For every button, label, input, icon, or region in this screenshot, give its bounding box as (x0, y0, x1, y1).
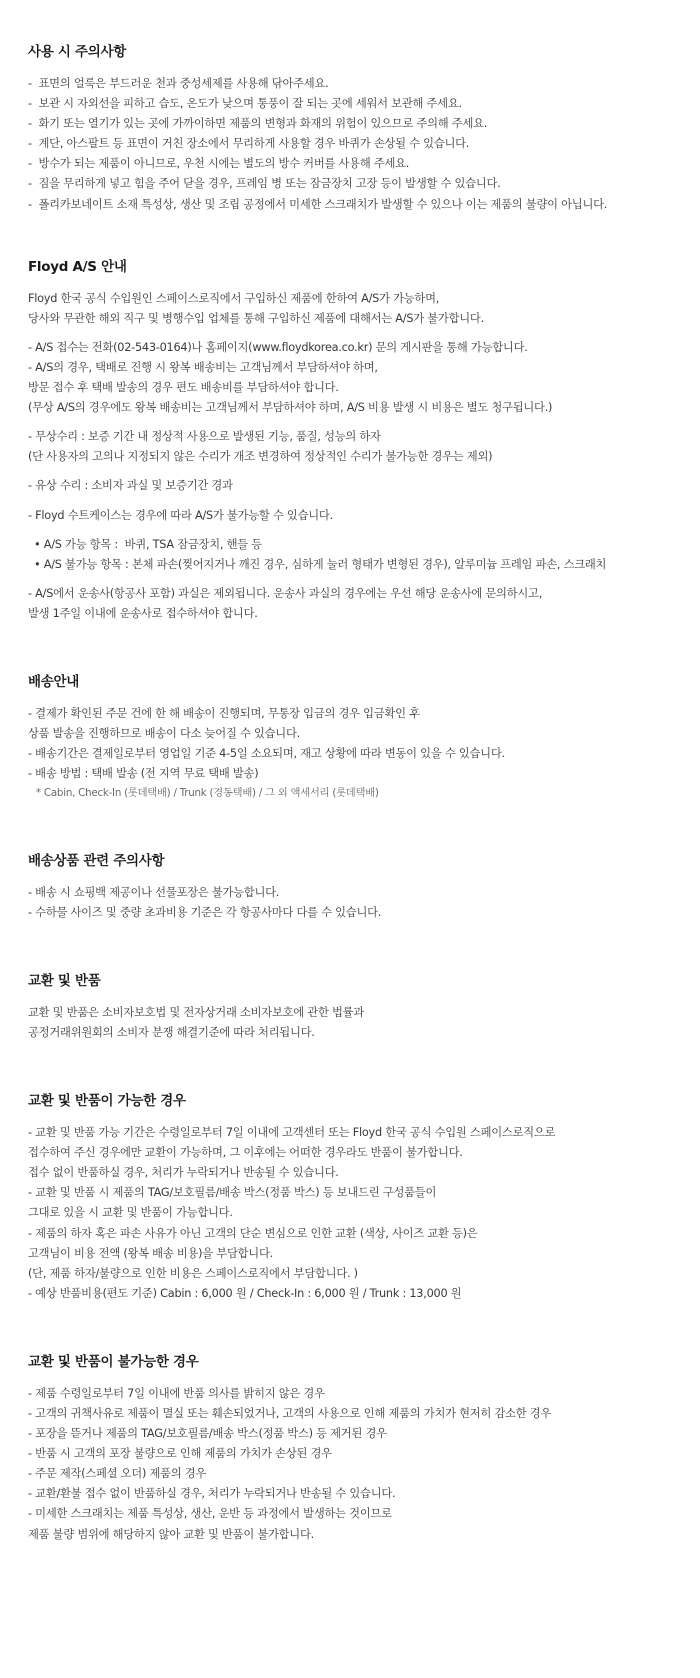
body-line: - 무상수리 : 보증 기간 내 정상적 사용으로 발생된 기능, 품질, 성능의 하자 (28, 430, 381, 444)
body-line: 상품 발송을 진행하므로 배송이 다소 늦어질 수 있습니다. (28, 727, 300, 741)
body-line: - 배송 방법 : 택배 발송 (전 지역 무료 택배 발송) (28, 767, 259, 781)
section-exchange-return (28, 969, 672, 1043)
body-line: • A/S 불가능 항목 : 본체 파손(찢어지거나 깨진 경우, 심하게 눌러 형태가 변형된 경우), 알루미늄 프레임 파손, 스크래치 (34, 557, 607, 571)
body-line: - 폴리카보네이트 소재 특성상, 생산 및 조립 공정에서 미세한 스크래치가 발생할 수 있으나 이는 제품의 불량이 아닙니다. (28, 197, 608, 211)
body-line: - 방수가 되는 제품이 아니므로, 우천 시에는 별도의 방수 커버를 사용해 주세요. (28, 157, 410, 171)
body-line: 고객님이 비용 전액 (왕복 배송 비용)을 부담합니다. (28, 1246, 273, 1260)
body-line: - 교환 및 반품 시 제품의 TAG/보호필름/배송 박스(정품 박스) 등 보내드린 구성품들이 (28, 1186, 437, 1200)
body-line: • A/S 가능 항목 : 바퀴, TSA 잠금장치, 핸들 등 (34, 537, 262, 551)
section-body-exchange-return-impossible (28, 1384, 672, 1545)
body-line: (단 사용자의 고의나 지정되지 않은 수리가 개조 변경하여 정상적인 수리가 불가능한 경우는 제외) (28, 450, 493, 464)
body-line: - 제품의 하자 혹은 파손 사유가 아닌 고객의 단순 변심으로 인한 교환 (색상, 사이즈 교환 등)은 (28, 1226, 478, 1240)
body-line: - 예상 반품비용(편도 기준) Cabin : 6,000 원 / Check-In : 6,000 원 / Trunk : 13,000 원 (28, 1286, 462, 1300)
body-line: 그대로 있을 시 교환 및 반품이 가능합니다. (28, 1206, 233, 1220)
section-body-shipping-precautions (28, 883, 672, 923)
section-body-exchange-return (28, 1003, 672, 1043)
body-line: 공정거래위원회의 소비자 분쟁 해결기준에 따라 처리됩니다. (28, 1025, 315, 1039)
body-line: 접수 없이 반품하실 경우, 처리가 누락되거나 반송될 수 있습니다. (28, 1166, 339, 1180)
section-title-shipping-precautions: 배송상품 관련 주의사항 (28, 852, 165, 869)
body-line: - A/S에서 운송사(항공사 포함) 과실은 제외됩니다. 운송사 과실의 경우에는 우선 해당 운송사에 문의하시고, (28, 586, 543, 600)
body-line: - Floyd 수트케이스는 경우에 따라 A/S가 불가능할 수 있습니다. (28, 508, 333, 522)
body-line: - 짐을 무리하게 넣고 힘을 주어 닫을 경우, 프레임 병 또는 잠금장치 고장 등이 발생할 수 있습니다. (28, 177, 501, 191)
section-shipping-precautions (28, 849, 672, 923)
body-line: - A/S의 경우, 택배로 진행 시 왕복 배송비는 고객님께서 부담하셔야 하며, (28, 360, 378, 374)
body-line: Floyd 한국 공식 수입원인 스페이스로직에서 구입하신 제품에 한하여 A/S가 가능하며, (28, 291, 440, 305)
body-line: - 결제가 확인된 주문 건에 한 해 배송이 진행되며, 무통장 입금의 경우 입금확인 후 (28, 706, 420, 720)
body-line: - A/S 접수는 전화(02-543-0164)나 홈페이지(www.floydkorea.co.kr) 문의 게시판을 통해 가능합니다. (28, 340, 528, 354)
body-line: - 제품 수령일로부터 7일 이내에 반품 의사를 밝히지 않은 경우 (28, 1386, 325, 1400)
body-line: - 수하물 사이즈 및 중량 초과비용 기준은 각 항공사마다 다를 수 있습니다. (28, 905, 382, 919)
section-title-shipping-guide: 배송안내 (28, 673, 79, 690)
body-line: - 미세한 스크래치는 제품 특성상, 생산, 운반 등 과정에서 발생하는 것이므로 (28, 1507, 392, 1521)
section-body-exchange-return-possible (28, 1123, 672, 1304)
body-line: - 교환 및 반품 가능 기간은 수령일로부터 7일 이내에 고객센터 또는 Floyd 한국 공식 수입원 스페이스로직으로 (28, 1126, 556, 1140)
section-title-floyd-as-guide: Floyd A/S 안내 (28, 258, 127, 275)
section-floyd-as-guide (28, 255, 672, 624)
body-line: - 배송 시 쇼핑백 제공이나 선물포장은 불가능합니다. (28, 885, 280, 899)
section-title-exchange-return-possible: 교환 및 반품이 가능한 경우 (28, 1093, 186, 1110)
body-line: - 주문 제작(스페셜 오더) 제품의 경우 (28, 1467, 207, 1481)
section-body-usage-precautions (28, 74, 672, 215)
body-line: - 고객의 귀책사유로 제품이 멸실 또는 훼손되었거나, 고객의 사용으로 인해 제품의 가치가 현저히 감소한 경우 (28, 1406, 552, 1420)
body-line: - 반품 시 고객의 포장 불량으로 인해 제품의 가치가 손상된 경우 (28, 1447, 332, 1461)
body-line: - 보관 시 자외선을 피하고 습도, 온도가 낮으며 통풍이 잘 되는 곳에 세워서 보관해 주세요. (28, 97, 462, 111)
body-line: - 포장을 뜯거나 제품의 TAG/보호필름/배송 박스(정품 박스) 등 제거된 경우 (28, 1427, 387, 1441)
body-line: - 계단, 아스팔트 등 표면이 거친 장소에서 무리하게 사용할 경우 바퀴가 손상될 수 있습니다. (28, 137, 470, 151)
section-title-exchange-return-impossible: 교환 및 반품이 불가능한 경우 (28, 1353, 199, 1370)
section-title-exchange-return: 교환 및 반품 (28, 972, 101, 989)
section-body-shipping-guide (28, 704, 672, 803)
body-line: 방문 접수 후 택배 발송의 경우 편도 배송비를 부담하셔야 합니다. (28, 381, 339, 395)
section-exchange-return-impossible (28, 1350, 672, 1545)
section-shipping-guide (28, 670, 672, 803)
body-line: - 배송기간은 결제일로부터 영업일 기준 4-5일 소요되며, 재고 상황에 따라 변동이 있을 수 있습니다. (28, 747, 505, 761)
section-usage-precautions (28, 40, 672, 215)
section-body-floyd-as-guide (28, 289, 672, 624)
body-line: 접수하여 주신 경우에만 교환이 가능하며, 그 이후에는 어떠한 경우라도 반품이 불가합니다. (28, 1146, 463, 1160)
shipping-carrier-footnote: * Cabin, Check-In (롯데택배) / Trunk (경동택배) / 그 외 액세서리 (롯데택배) (36, 787, 379, 800)
body-line: - 교환/환불 접수 없이 반품하실 경우, 처리가 누락되거나 반송될 수 있습니다. (28, 1487, 396, 1501)
body-line: 당사와 무관한 해외 직구 및 병행수입 업체를 통해 구입하신 제품에 대해서는 A/S가 불가합니다. (28, 311, 484, 325)
section-exchange-return-possible (28, 1089, 672, 1304)
body-line: - 화기 또는 열기가 있는 곳에 가까이하면 제품의 변형과 화재의 위험이 있으므로 주의해 주세요. (28, 117, 488, 131)
body-line: - 유상 수리 : 소비자 과실 및 보증기간 경과 (28, 479, 233, 493)
body-line: 발생 1주일 이내에 운송사로 접수하셔야 합니다. (28, 606, 258, 620)
body-line: - 표면의 얼룩은 부드러운 천과 중성세제를 사용해 닦아주세요. (28, 77, 329, 90)
section-title-usage-precautions: 사용 시 주의사항 (28, 44, 126, 60)
body-line: (무상 A/S의 경우에도 왕복 배송비는 고객님께서 부담하셔야 하며, A/S 비용 발생 시 비용은 별도 청구됩니다.) (28, 401, 553, 415)
body-line: 교환 및 반품은 소비자보호법 및 전자상거래 소비자보호에 관한 법률과 (28, 1005, 364, 1019)
body-line: (단, 제품 하자/불량으로 인한 비용은 스페이스로직에서 부담합니다. ) (28, 1266, 358, 1280)
body-line: 제품 불량 범위에 해당하지 않아 교환 및 반품이 불가합니다. (28, 1527, 314, 1541)
